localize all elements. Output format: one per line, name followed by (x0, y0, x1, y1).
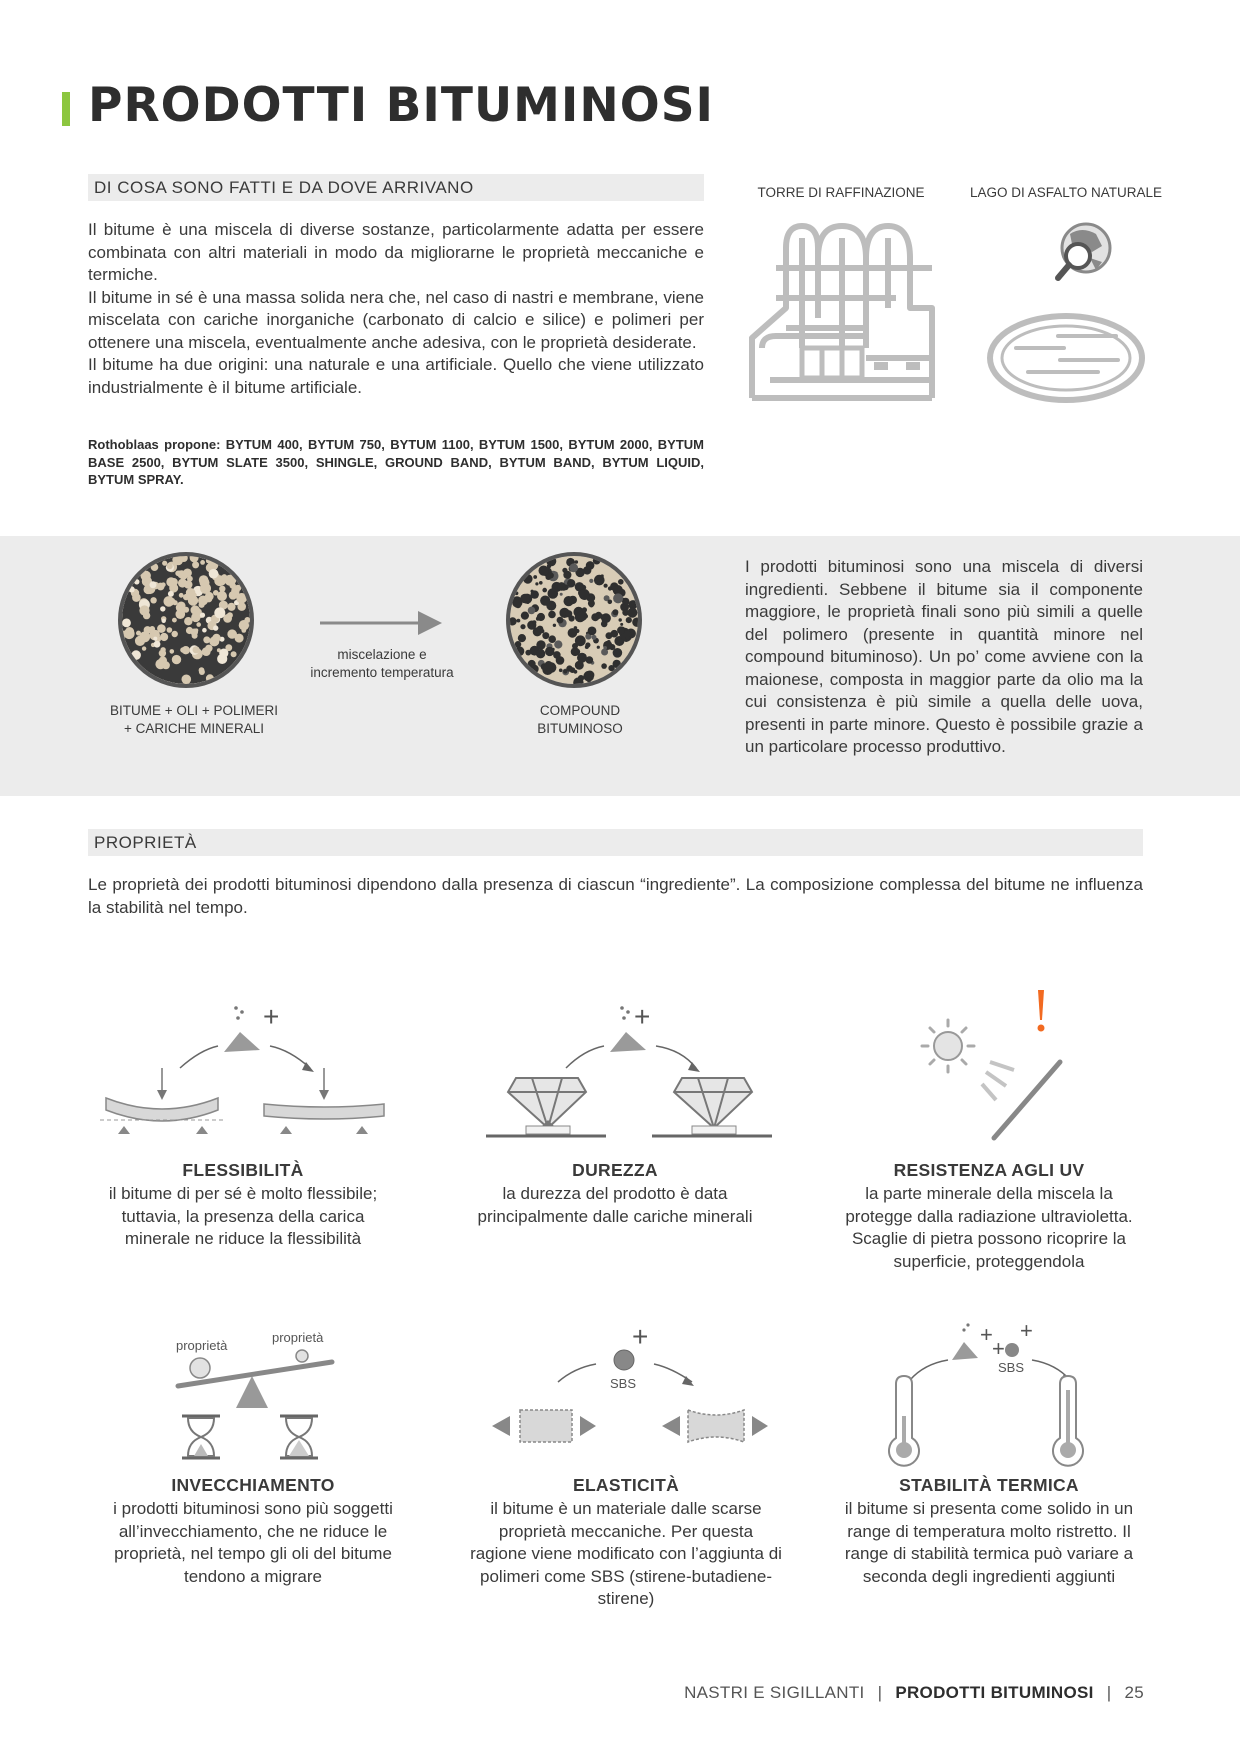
property-title: STABILITÀ TERMICA (899, 1475, 1079, 1495)
footer-chapter: PRODOTTI BITUMINOSI (895, 1683, 1094, 1702)
title-accent-bar (62, 92, 70, 126)
sbs-polymer-icon (614, 1350, 634, 1370)
property-uv-resistance (830, 1160, 1148, 1273)
mixing-arrow-icon (318, 608, 444, 638)
svg-text:SBS: SBS (998, 1360, 1025, 1375)
property-title: RESISTENZA AGLI UV (893, 1160, 1085, 1180)
origin-paragraph-3: Il bitume ha due origini: una naturale e una artificiale. Quello che viene utilizzato industrialmente è il bitume artificiale. (88, 355, 704, 397)
svg-text:+: + (992, 1336, 1005, 1361)
property-title: INVECCHIAMENTO (171, 1475, 335, 1495)
property-description: la parte minerale della miscela la protegge dalla radiazione ultravioletta. Scaglie di pietra possono ricoprire la superficie, proteggendola (845, 1184, 1133, 1271)
footer-separator: | (877, 1683, 883, 1702)
property-flexibility (88, 1160, 398, 1251)
page-footer (684, 1683, 1144, 1703)
mixing-process-line-1: miscelazione e (337, 647, 427, 662)
refinery-illustration (746, 218, 938, 408)
globe-magnifier-icon (1058, 224, 1110, 278)
hardness-illustration (486, 996, 776, 1142)
page-title: PRODOTTI BITUMINOSI (88, 78, 715, 133)
lake-label: LAGO DI ASFALTO NATURALE (969, 185, 1163, 200)
mineral-filler-icon (224, 1006, 260, 1052)
svg-text:proprietà: proprietà (272, 1330, 324, 1345)
origin-paragraph-1: Il bitume è una miscela di diverse sostanze, particolarmente adatta per essere combinata con altri materiali in modo da migliorarne le proprietà meccaniche e termiche. (88, 220, 704, 284)
mixing-process-label (284, 646, 480, 681)
refinery-label: TORRE DI RAFFINAZIONE (757, 185, 925, 200)
compound-line-1: COMPOUND (539, 703, 621, 718)
plus-sign: + (632, 1321, 649, 1352)
footer-separator: | (1106, 1683, 1112, 1702)
svg-text:+: + (980, 1322, 993, 1347)
thermometer-icon (1053, 1376, 1083, 1466)
property-title: FLESSIBILITÀ (182, 1160, 304, 1180)
footer-section: NASTRI E SIGILLANTI (684, 1683, 865, 1702)
property-hardness (462, 1160, 768, 1228)
plus-sign: + (263, 1001, 280, 1032)
raw-ingredients-label (84, 702, 304, 737)
compound-label (478, 702, 682, 737)
property-title: DUREZZA (572, 1160, 658, 1180)
property-elasticity (466, 1475, 786, 1611)
section-heading-origin: DI COSA SONO FATTI E DA DOVE ARRIVANO (88, 174, 704, 201)
warning-icon (1038, 990, 1044, 1020)
products-list: Rothoblaas propone: BYTUM 400, BYTUM 750, BYTUM 1100, BYTUM 1500, BYTUM 2000, BYTUM BASE 2500, BYTUM SLATE 3500, SHINGLE, GROUND BAND, BYTUM BAND, BYTUM LIQUID, BYTUM SPRAY. (88, 437, 704, 487)
raw-ingredients-line-2: + CARICHE MINERALI (124, 720, 264, 736)
diamond-icon (508, 1078, 586, 1128)
section-heading-properties: PROPRIETÀ (88, 829, 1143, 856)
raw-mixture-circle (116, 550, 256, 690)
svg-text:SBS: SBS (610, 1376, 637, 1391)
origin-paragraph-2: Il bitume in sé è una massa solida nera che, nel caso di nastri e membrane, viene miscelata con cariche inorganiche (carbonato di calcio e silice) e polimeri per ottenere una miscela, eventualmente anche adesiva, con le proprietà desiderate. (88, 287, 704, 352)
origin-text (88, 219, 704, 399)
property-thermal-stability (830, 1475, 1148, 1588)
mixing-process-line-2: incremento temperatura (310, 664, 454, 680)
page-number: 25 (1124, 1683, 1144, 1702)
flexibility-illustration (100, 996, 390, 1142)
sun-icon (922, 1020, 974, 1072)
mixing-description: I prodotti bituminosi sono una miscela di diversi ingredienti. Sebbene il bitume sia il componente maggiore, le proprietà finali sono più simili a quelle del polimero (presente in quantità minore nel compound bituminoso). Un po’ come avviene con la maionese, composta in maggior parte da olio ma la cui consistenza è più simile a quella delle uova, presenti in parte minore. Questo è possibile grazie a un particolare processo produttivo. (745, 557, 1143, 756)
elasticity-illustration (484, 1316, 774, 1466)
uv-resistance-illustration (910, 986, 1070, 1142)
property-description: la durezza del prodotto è data principalmente dalle cariche minerali (477, 1184, 753, 1226)
svg-text:proprietà: proprietà (176, 1338, 228, 1353)
plus-sign: + (634, 1001, 651, 1032)
thermometer-icon (889, 1376, 919, 1466)
compound-mixture-circle (504, 550, 644, 690)
diamond-icon (674, 1078, 752, 1128)
property-title: ELASTICITÀ (572, 1475, 680, 1495)
property-description: il bitume si presenta come solido in un range di temperatura molto ristretto. Il range di stabilità termica può variare a seconda degli ingredienti aggiunti (844, 1499, 1134, 1586)
compound-line-2: BITUMINOSO (537, 720, 623, 736)
thermal-stability-illustration (880, 1316, 1100, 1468)
hourglass-icon (280, 1416, 318, 1458)
aging-illustration (168, 1316, 348, 1468)
svg-text:+: + (1020, 1318, 1033, 1343)
hourglass-icon (182, 1416, 220, 1458)
property-description: il bitume di per sé è molto flessibile; tuttavia, la presenza della carica minerale ne riduce la flessibilità (108, 1184, 378, 1248)
property-description: il bitume è un materiale dalle scarse proprietà meccaniche. Per questa ragione viene modificato con l’aggiunta di polimeri come SBS (stirene-butadiene-stirene) (470, 1499, 782, 1608)
asphalt-lake-illustration (986, 212, 1146, 408)
raw-ingredients-line-1: BITUME + OLI + POLIMERI (109, 703, 279, 718)
property-aging (88, 1475, 418, 1588)
properties-intro: Le proprietà dei prodotti bituminosi dipendono dalla presenza di ciascun “ingrediente”. La composizione complessa del bitume ne influenza la stabilità nel tempo. (88, 875, 1143, 917)
property-description: i prodotti bituminosi sono più soggetti all’invecchiamento, che ne riduce le proprietà, nel tempo gli oli del bitume tendono a migrare (113, 1499, 393, 1586)
uv-rays (982, 1062, 1014, 1100)
